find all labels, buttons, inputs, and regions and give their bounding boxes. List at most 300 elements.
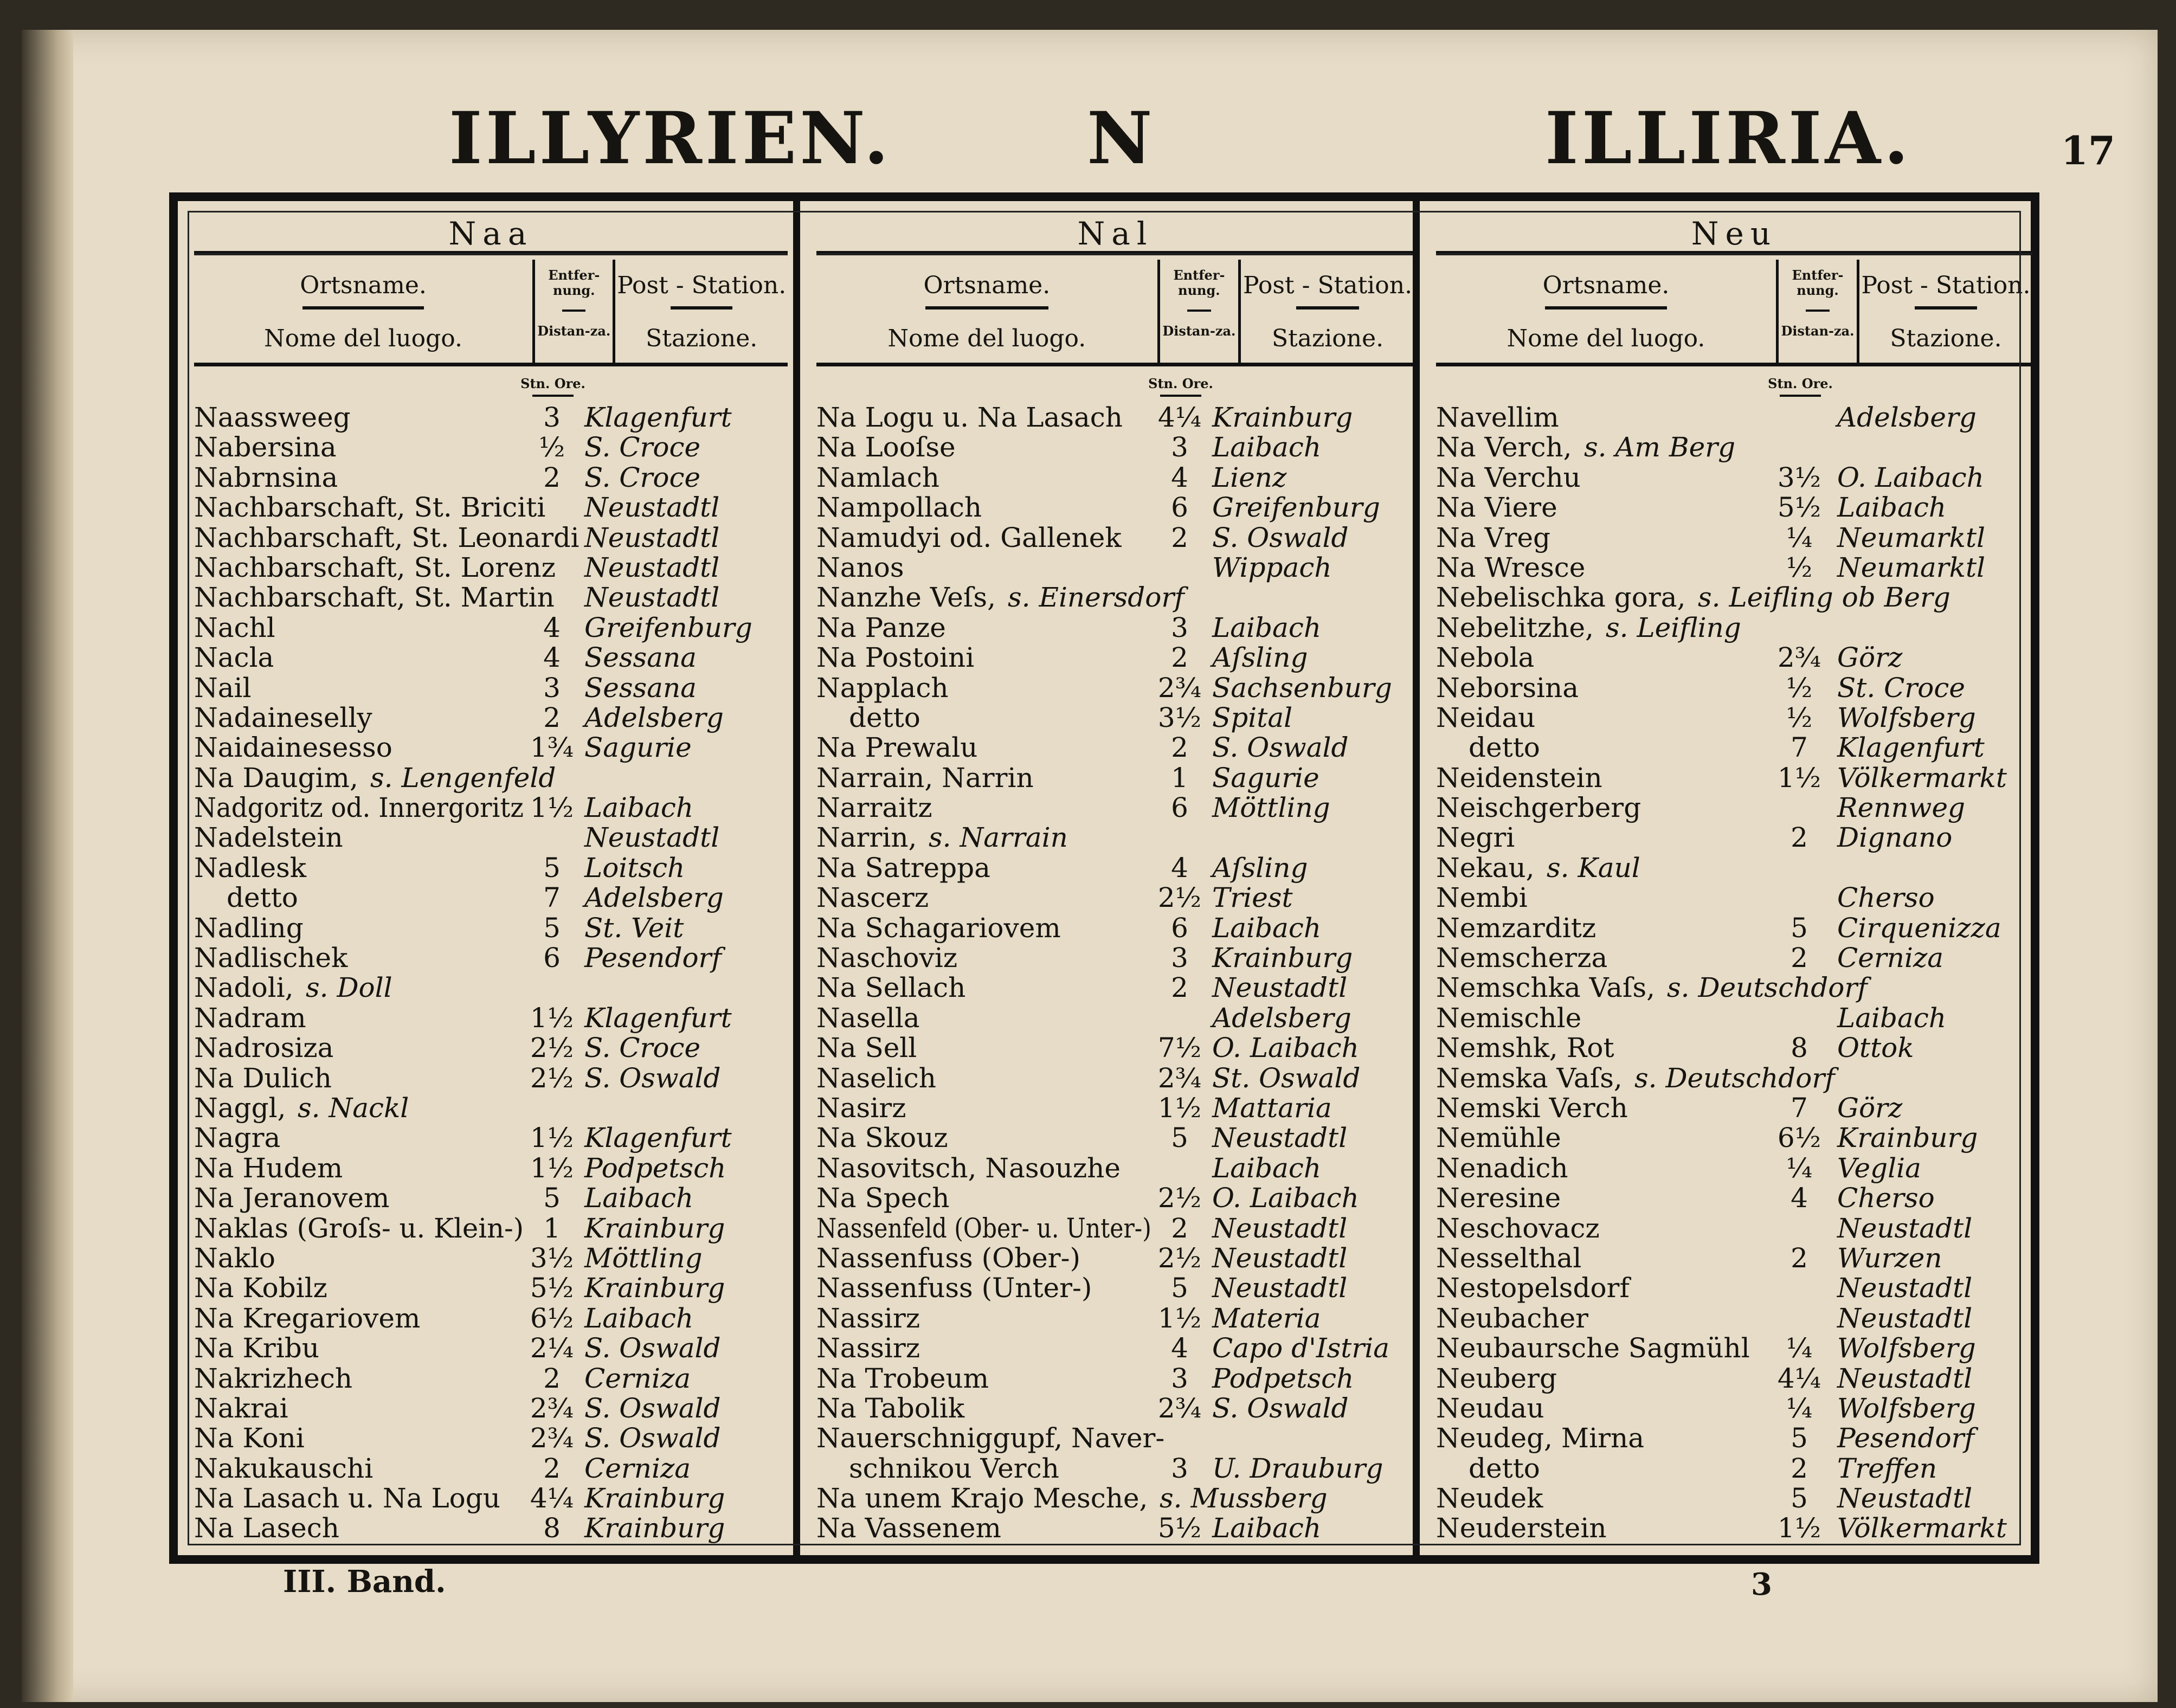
place-name: Nabersina	[194, 431, 337, 463]
post-station: S. Oswald	[1212, 732, 1349, 764]
table-row	[1436, 1003, 2032, 1033]
distance: 2¾	[1157, 1392, 1202, 1424]
header-post-de: Post - Station.	[1243, 272, 1413, 299]
table-row	[816, 1304, 1414, 1333]
table-row	[194, 1153, 788, 1183]
post-station: Neustadtl	[584, 521, 720, 553]
table-row	[816, 463, 1414, 493]
place-name: Na unem Krajo Mesche,	[816, 1483, 1148, 1514]
post-station: Neustadtl	[1837, 1362, 1973, 1394]
place-name: Neschovacz	[1436, 1212, 1600, 1244]
table-row	[194, 1333, 788, 1363]
place-name: Naselich	[816, 1062, 936, 1094]
place-name: Nassirz	[816, 1332, 920, 1364]
post-station: Krainburg	[1212, 402, 1353, 433]
table-row	[816, 763, 1414, 793]
place-name: Na Logu u. Na Lasach	[816, 402, 1123, 433]
header-station	[1241, 260, 1414, 363]
place-name: Na Sell	[816, 1032, 917, 1064]
place-name: Nachl	[194, 611, 275, 643]
table-row	[194, 463, 788, 493]
table-row	[816, 1064, 1414, 1093]
place-name: Nembi	[1436, 882, 1528, 914]
place-name: detto	[227, 882, 298, 914]
place-name: Na Lasech	[194, 1512, 339, 1544]
post-station: Aſsling	[1212, 852, 1308, 884]
table-row	[194, 823, 788, 853]
place-name: Nachbarschaft, St. Martin	[194, 582, 555, 614]
post-station: S. Oswald	[584, 1422, 721, 1454]
column-header	[816, 260, 1414, 366]
place-name: Na Verch,	[1436, 431, 1572, 463]
place-name: Napplach	[816, 672, 949, 704]
table-row	[1436, 733, 2032, 763]
post-station: Aſsling	[1212, 642, 1308, 674]
distance: 2	[1791, 942, 1808, 974]
place-name: Nadgoritz od. Innergoritz	[194, 792, 524, 824]
place-name: Negri	[1436, 822, 1515, 854]
table-row	[816, 1454, 1414, 1484]
header-dist-it: Distan-za.	[1162, 323, 1236, 339]
distance: 2¾	[1777, 642, 1821, 674]
header-dist-de: Entfer-nung.	[1173, 267, 1225, 298]
table-row	[1436, 1153, 2032, 1183]
distance: 4¼	[530, 1483, 574, 1514]
post-station: Völkermarkt	[1837, 762, 2007, 794]
post-station: Treffen	[1837, 1452, 1937, 1484]
place-name: Nasella	[816, 1002, 920, 1034]
place-name: Na Looſse	[816, 431, 956, 463]
post-station: Veglia	[1837, 1152, 1921, 1184]
table-row	[1436, 403, 2032, 433]
table-row	[194, 1183, 788, 1213]
header-name-de: Ortsname.	[1542, 272, 1670, 299]
heading-german: ILLYRIEN.	[449, 96, 892, 181]
post-station: O. Laibach	[1837, 461, 1984, 493]
post-station: Greifenburg	[584, 611, 752, 643]
header-post-de: Post - Station.	[1861, 272, 2031, 299]
place-name: Nassenfeld (Ober- u. Unter-)	[816, 1212, 1151, 1244]
table-row	[194, 943, 788, 973]
post-station: Neustadtl	[1837, 1483, 1973, 1514]
table-row	[1436, 703, 2032, 733]
distance-unit-label: Stn. Ore.	[1768, 376, 1833, 391]
place-name: Nasirz	[816, 1092, 906, 1124]
distance: ¼	[1786, 1332, 1813, 1364]
post-station: Materia	[1212, 1302, 1321, 1334]
place-name: Nemscherza	[1436, 942, 1608, 974]
table-row	[816, 943, 1414, 973]
table-row	[1436, 523, 2032, 553]
place-name: Nemshk, Rot	[1436, 1032, 1614, 1064]
header-distance	[532, 260, 615, 363]
post-station: Ottok	[1837, 1032, 1914, 1064]
post-station: Sagurie	[1212, 762, 1319, 794]
table-row	[194, 643, 788, 673]
post-station: Pesendorf	[584, 942, 722, 974]
distance: 1½	[530, 1122, 574, 1154]
place-name: Na Hudem	[194, 1152, 343, 1184]
post-station: Cherso	[1837, 1182, 1935, 1214]
table-row	[194, 433, 788, 462]
post-station: Laibach	[1212, 1512, 1322, 1544]
entry-list	[816, 403, 1414, 1544]
distance: 2	[1791, 822, 1808, 854]
post-station: Völkermarkt	[1837, 1512, 2007, 1544]
table-row	[194, 1513, 788, 1543]
table-row	[1436, 433, 2032, 462]
post-station: Capo d'Istria	[1212, 1332, 1390, 1364]
distance: 2	[1171, 732, 1188, 764]
distance: 5	[543, 852, 561, 884]
place-name: Na Koni	[194, 1422, 305, 1454]
place-name: Na Prewalu	[816, 732, 978, 764]
distance: 7	[1791, 732, 1808, 764]
header-rule	[1915, 306, 1977, 310]
post-station: Krainburg	[584, 1212, 725, 1244]
post-station: Neumarktl	[1837, 551, 1986, 583]
distance: ½	[1786, 551, 1813, 583]
place-name: Nestopelsdorf	[1436, 1272, 1630, 1304]
distance: 2½	[530, 1062, 574, 1094]
post-station: Krainburg	[1837, 1122, 1978, 1154]
place-name: Narrin,	[816, 822, 917, 854]
post-station: Klagenfurt	[1837, 732, 1985, 764]
place-name: Nadoli,	[194, 972, 294, 1004]
place-name: Nenadich	[1436, 1152, 1568, 1184]
distance: 6½	[1777, 1122, 1821, 1154]
place-name: Neischgerberg	[1436, 792, 1641, 824]
post-station: Rennweg	[1837, 792, 1966, 824]
heading-italian: ILLIRIA.	[1545, 96, 1912, 181]
distance: 6½	[530, 1302, 574, 1334]
header-dist-de: Entfer-nung.	[548, 267, 600, 298]
column-neu	[1413, 201, 2038, 1555]
table-row	[816, 493, 1414, 523]
table-row	[1436, 1064, 2032, 1093]
distance: 2¼	[530, 1332, 574, 1364]
table-row	[1436, 883, 2032, 913]
post-station: Neustadtl	[584, 551, 720, 583]
place-name: Nachbarschaft, St. Briciti	[194, 492, 546, 524]
place-name: Na Spech	[816, 1182, 950, 1214]
table-row	[1436, 1093, 2032, 1123]
distance: 2½	[1157, 1182, 1202, 1214]
post-station: Laibach	[584, 792, 694, 824]
cross-reference: s. Leifling	[1606, 611, 1741, 643]
book-gutter	[22, 30, 73, 1702]
signature-mark: 3	[1751, 1567, 1772, 1602]
distance: 4	[1791, 1182, 1808, 1214]
header-rule	[925, 306, 1048, 310]
distance: 4	[543, 611, 561, 643]
place-name: Neidenstein	[1436, 762, 1602, 794]
distance: ¼	[1786, 1152, 1813, 1184]
distance: 5½	[1777, 492, 1821, 524]
table-row	[816, 403, 1414, 433]
cross-reference: s. Lengenfeld	[370, 762, 556, 794]
distance: 2	[1791, 1242, 1808, 1274]
table-row	[816, 1364, 1414, 1394]
distance: 6	[543, 942, 561, 974]
cross-reference: s. Nackl	[298, 1092, 409, 1124]
place-name: Nakrizhech	[194, 1362, 353, 1394]
post-station: Neustadtl	[1837, 1212, 1973, 1244]
distance: 2¾	[530, 1422, 574, 1454]
post-station: Greifenburg	[1212, 492, 1380, 524]
table-row	[1436, 583, 2032, 613]
distance: 5½	[1157, 1512, 1202, 1544]
post-station: Cerniza	[584, 1362, 691, 1394]
volume-note: III. Band.	[283, 1564, 446, 1600]
post-station: Wolfsberg	[1837, 1332, 1976, 1364]
table-row	[816, 1243, 1414, 1273]
table-row	[816, 433, 1414, 462]
post-station: Görz	[1837, 1092, 1903, 1124]
post-station: U. Drauburg	[1212, 1452, 1383, 1484]
header-name-it: Nome del luogo.	[887, 325, 1086, 352]
post-station: Mattaria	[1212, 1092, 1332, 1124]
distance: 4	[543, 642, 561, 674]
header-rule	[1545, 306, 1668, 310]
place-name: Nanzhe Veſs,	[816, 582, 996, 614]
distance: 3	[543, 672, 561, 704]
column-nal	[793, 201, 1420, 1555]
distance: 2	[1171, 642, 1188, 674]
place-name: Neidau	[1436, 701, 1536, 733]
place-name: Naggl,	[194, 1092, 286, 1124]
table-row	[1436, 553, 2032, 583]
table-row	[816, 1123, 1414, 1153]
post-station: Cerniza	[1837, 942, 1944, 974]
table-row	[816, 1153, 1414, 1183]
distance: ¼	[1786, 1392, 1813, 1424]
distance: 8	[1791, 1032, 1808, 1064]
header-station	[615, 260, 788, 363]
place-name: Navellim	[1436, 402, 1559, 433]
post-station: St. Croce	[1837, 672, 1965, 704]
header-dist-it: Distan-za.	[537, 323, 611, 339]
distance: 2½	[1157, 882, 1202, 914]
place-name: Nakrai	[194, 1392, 288, 1424]
table-row	[1436, 853, 2032, 883]
place-name: Nadaineselly	[194, 701, 372, 733]
place-name: Nampollach	[816, 492, 982, 524]
table-row	[1436, 943, 2032, 973]
table-row	[194, 733, 788, 763]
post-station: Laibach	[1212, 611, 1322, 643]
distance: ¼	[1786, 521, 1813, 553]
header-name-it: Nome del luogo.	[1507, 325, 1705, 352]
place-name: Narrain, Narrin	[816, 762, 1034, 794]
post-station: O. Laibach	[1212, 1182, 1359, 1214]
distance: 4¼	[1777, 1362, 1821, 1394]
cross-reference: s. Mussberg	[1160, 1483, 1328, 1514]
table-row	[816, 1394, 1414, 1423]
header-dist-it: Distan-za.	[1781, 323, 1855, 339]
table-row	[816, 703, 1414, 733]
place-name: detto	[1469, 1452, 1540, 1484]
table-row	[194, 1033, 788, 1063]
table-row	[1436, 673, 2032, 703]
header-name	[1436, 260, 1776, 363]
post-station: Neustadtl	[1212, 1122, 1348, 1154]
place-name: Nabrnsina	[194, 461, 338, 493]
post-station: S. Oswald	[1212, 521, 1349, 553]
table-row	[1436, 1304, 2032, 1333]
table-row	[1436, 613, 2032, 643]
distance: 5	[1171, 1122, 1188, 1154]
table-row	[194, 1454, 788, 1484]
table-row	[816, 883, 1414, 913]
table-row	[194, 793, 788, 823]
distance: 5	[1171, 1272, 1188, 1304]
cross-reference: s. Am Berg	[1584, 431, 1736, 463]
post-station: Wippach	[1212, 551, 1332, 583]
place-name: Neubaursche Sagmühl	[1436, 1332, 1750, 1364]
post-station: Neumarktl	[1837, 521, 1986, 553]
place-name: Nemühle	[1436, 1122, 1561, 1154]
post-station: Klagenfurt	[584, 1122, 732, 1154]
table-row	[194, 1243, 788, 1273]
post-station: Laibach	[1212, 912, 1322, 944]
distance: 3½	[1157, 701, 1202, 733]
header-rule	[1296, 306, 1359, 310]
table-row	[194, 703, 788, 733]
place-name: Namudyi od. Gallenek	[816, 521, 1122, 553]
distance: 5	[543, 1182, 561, 1214]
table-row	[194, 1304, 788, 1333]
place-name: Nassenfuss (Ober-)	[816, 1242, 1080, 1274]
table-row	[194, 523, 788, 553]
post-station: Cerniza	[584, 1452, 691, 1484]
distance: ½	[1786, 701, 1813, 733]
post-station: S. Oswald	[584, 1062, 721, 1094]
place-name: detto	[849, 701, 920, 733]
place-name: Nadlischek	[194, 942, 348, 974]
place-name: Nail	[194, 672, 252, 704]
post-station: Adelsberg	[584, 701, 724, 733]
post-station: Neustadtl	[1212, 1242, 1348, 1274]
distance: 5	[543, 912, 561, 944]
table-row	[816, 853, 1414, 883]
header-post-it: Stazione.	[1890, 325, 2002, 352]
distance: 4	[1171, 1332, 1188, 1364]
distance-unit-label: Stn. Ore.	[1148, 376, 1213, 391]
table-row	[194, 403, 788, 433]
distance: 2½	[1157, 1242, 1202, 1274]
post-station: Görz	[1837, 642, 1903, 674]
distance: 3	[543, 402, 561, 433]
distance: 2	[1171, 521, 1188, 553]
place-name: Nascerz	[816, 882, 929, 914]
header-station	[1859, 260, 2032, 363]
place-name: Neudek	[1436, 1483, 1543, 1514]
post-station: Adelsberg	[584, 882, 724, 914]
post-station: S. Oswald	[1212, 1392, 1349, 1424]
post-station: Krainburg	[584, 1512, 725, 1544]
post-station: St. Veit	[584, 912, 684, 944]
column-header	[194, 260, 788, 366]
place-name: Neuderstein	[1436, 1512, 1607, 1544]
distance: ½	[1786, 672, 1813, 704]
cross-reference: s. Deutschdorf	[1634, 1062, 1835, 1094]
cross-reference: s. Deutschdorf	[1667, 972, 1868, 1004]
post-station: Sessana	[584, 672, 697, 704]
place-name: Nesselthal	[1436, 1242, 1582, 1274]
place-name: Nanos	[816, 551, 904, 583]
distance: 6	[1171, 492, 1188, 524]
table-row	[1436, 1484, 2032, 1513]
place-name: Na Trobeum	[816, 1362, 989, 1394]
header-dist-de: Entfer-nung.	[1792, 267, 1844, 298]
table-row	[194, 1273, 788, 1303]
table-row	[816, 643, 1414, 673]
place-name: Na Schagariovem	[816, 912, 1061, 944]
place-name: Nassirz	[816, 1302, 920, 1334]
table-row	[816, 1423, 1414, 1453]
post-station: Cirquenizza	[1837, 912, 2001, 944]
distance: 1¾	[530, 732, 574, 764]
cross-reference: s. Doll	[306, 972, 392, 1004]
place-name: Nachbarschaft, St. Leonardi	[194, 521, 580, 553]
header-post-it: Stazione.	[1271, 325, 1384, 352]
post-station: Laibach	[1212, 431, 1322, 463]
place-name: Na Jeranovem	[194, 1182, 390, 1214]
post-station: Laibach	[1837, 492, 1947, 524]
distance: 1	[543, 1212, 561, 1244]
place-name: Neborsina	[1436, 672, 1579, 704]
place-name: Nemischle	[1436, 1002, 1582, 1034]
place-name: Na Wresce	[1436, 551, 1586, 583]
post-station: Sessana	[584, 642, 697, 674]
table-row	[816, 613, 1414, 643]
table-row	[1436, 913, 2032, 943]
header-distance	[1157, 260, 1241, 363]
place-name: Naidainesesso	[194, 732, 392, 764]
distance: 3	[1171, 431, 1188, 463]
distance: 3½	[530, 1242, 574, 1274]
header-name-de: Ortsname.	[300, 272, 427, 299]
post-station: Krainburg	[584, 1483, 725, 1514]
post-station: Adelsberg	[1837, 402, 1977, 433]
place-name: schnikou Verch	[849, 1452, 1059, 1484]
distance: 6	[1171, 792, 1188, 824]
distance: 2	[543, 1362, 561, 1394]
distance: ½	[538, 431, 565, 463]
post-station: Sagurie	[584, 732, 692, 764]
table-row	[816, 1273, 1414, 1303]
table-row	[1436, 763, 2032, 793]
table-row	[194, 763, 788, 793]
distance: 2½	[530, 1032, 574, 1064]
header-post-de: Post - Station.	[617, 272, 787, 299]
post-station: Triest	[1212, 882, 1293, 914]
place-name: Narraitz	[816, 792, 932, 824]
post-station: Klagenfurt	[584, 1002, 732, 1034]
distance: 2¾	[1157, 672, 1202, 704]
distance: 2	[1171, 1212, 1188, 1244]
table-row	[194, 973, 788, 1003]
place-name: Nebelischka gora,	[1436, 582, 1686, 614]
table-row	[816, 1003, 1414, 1033]
table-row	[194, 493, 788, 523]
distance: 1½	[1777, 762, 1821, 794]
section-title: Nal	[816, 216, 1414, 255]
table-row	[194, 1003, 788, 1033]
table-row	[1436, 463, 2032, 493]
place-name: Nachbarschaft, St. Lorenz	[194, 551, 556, 583]
